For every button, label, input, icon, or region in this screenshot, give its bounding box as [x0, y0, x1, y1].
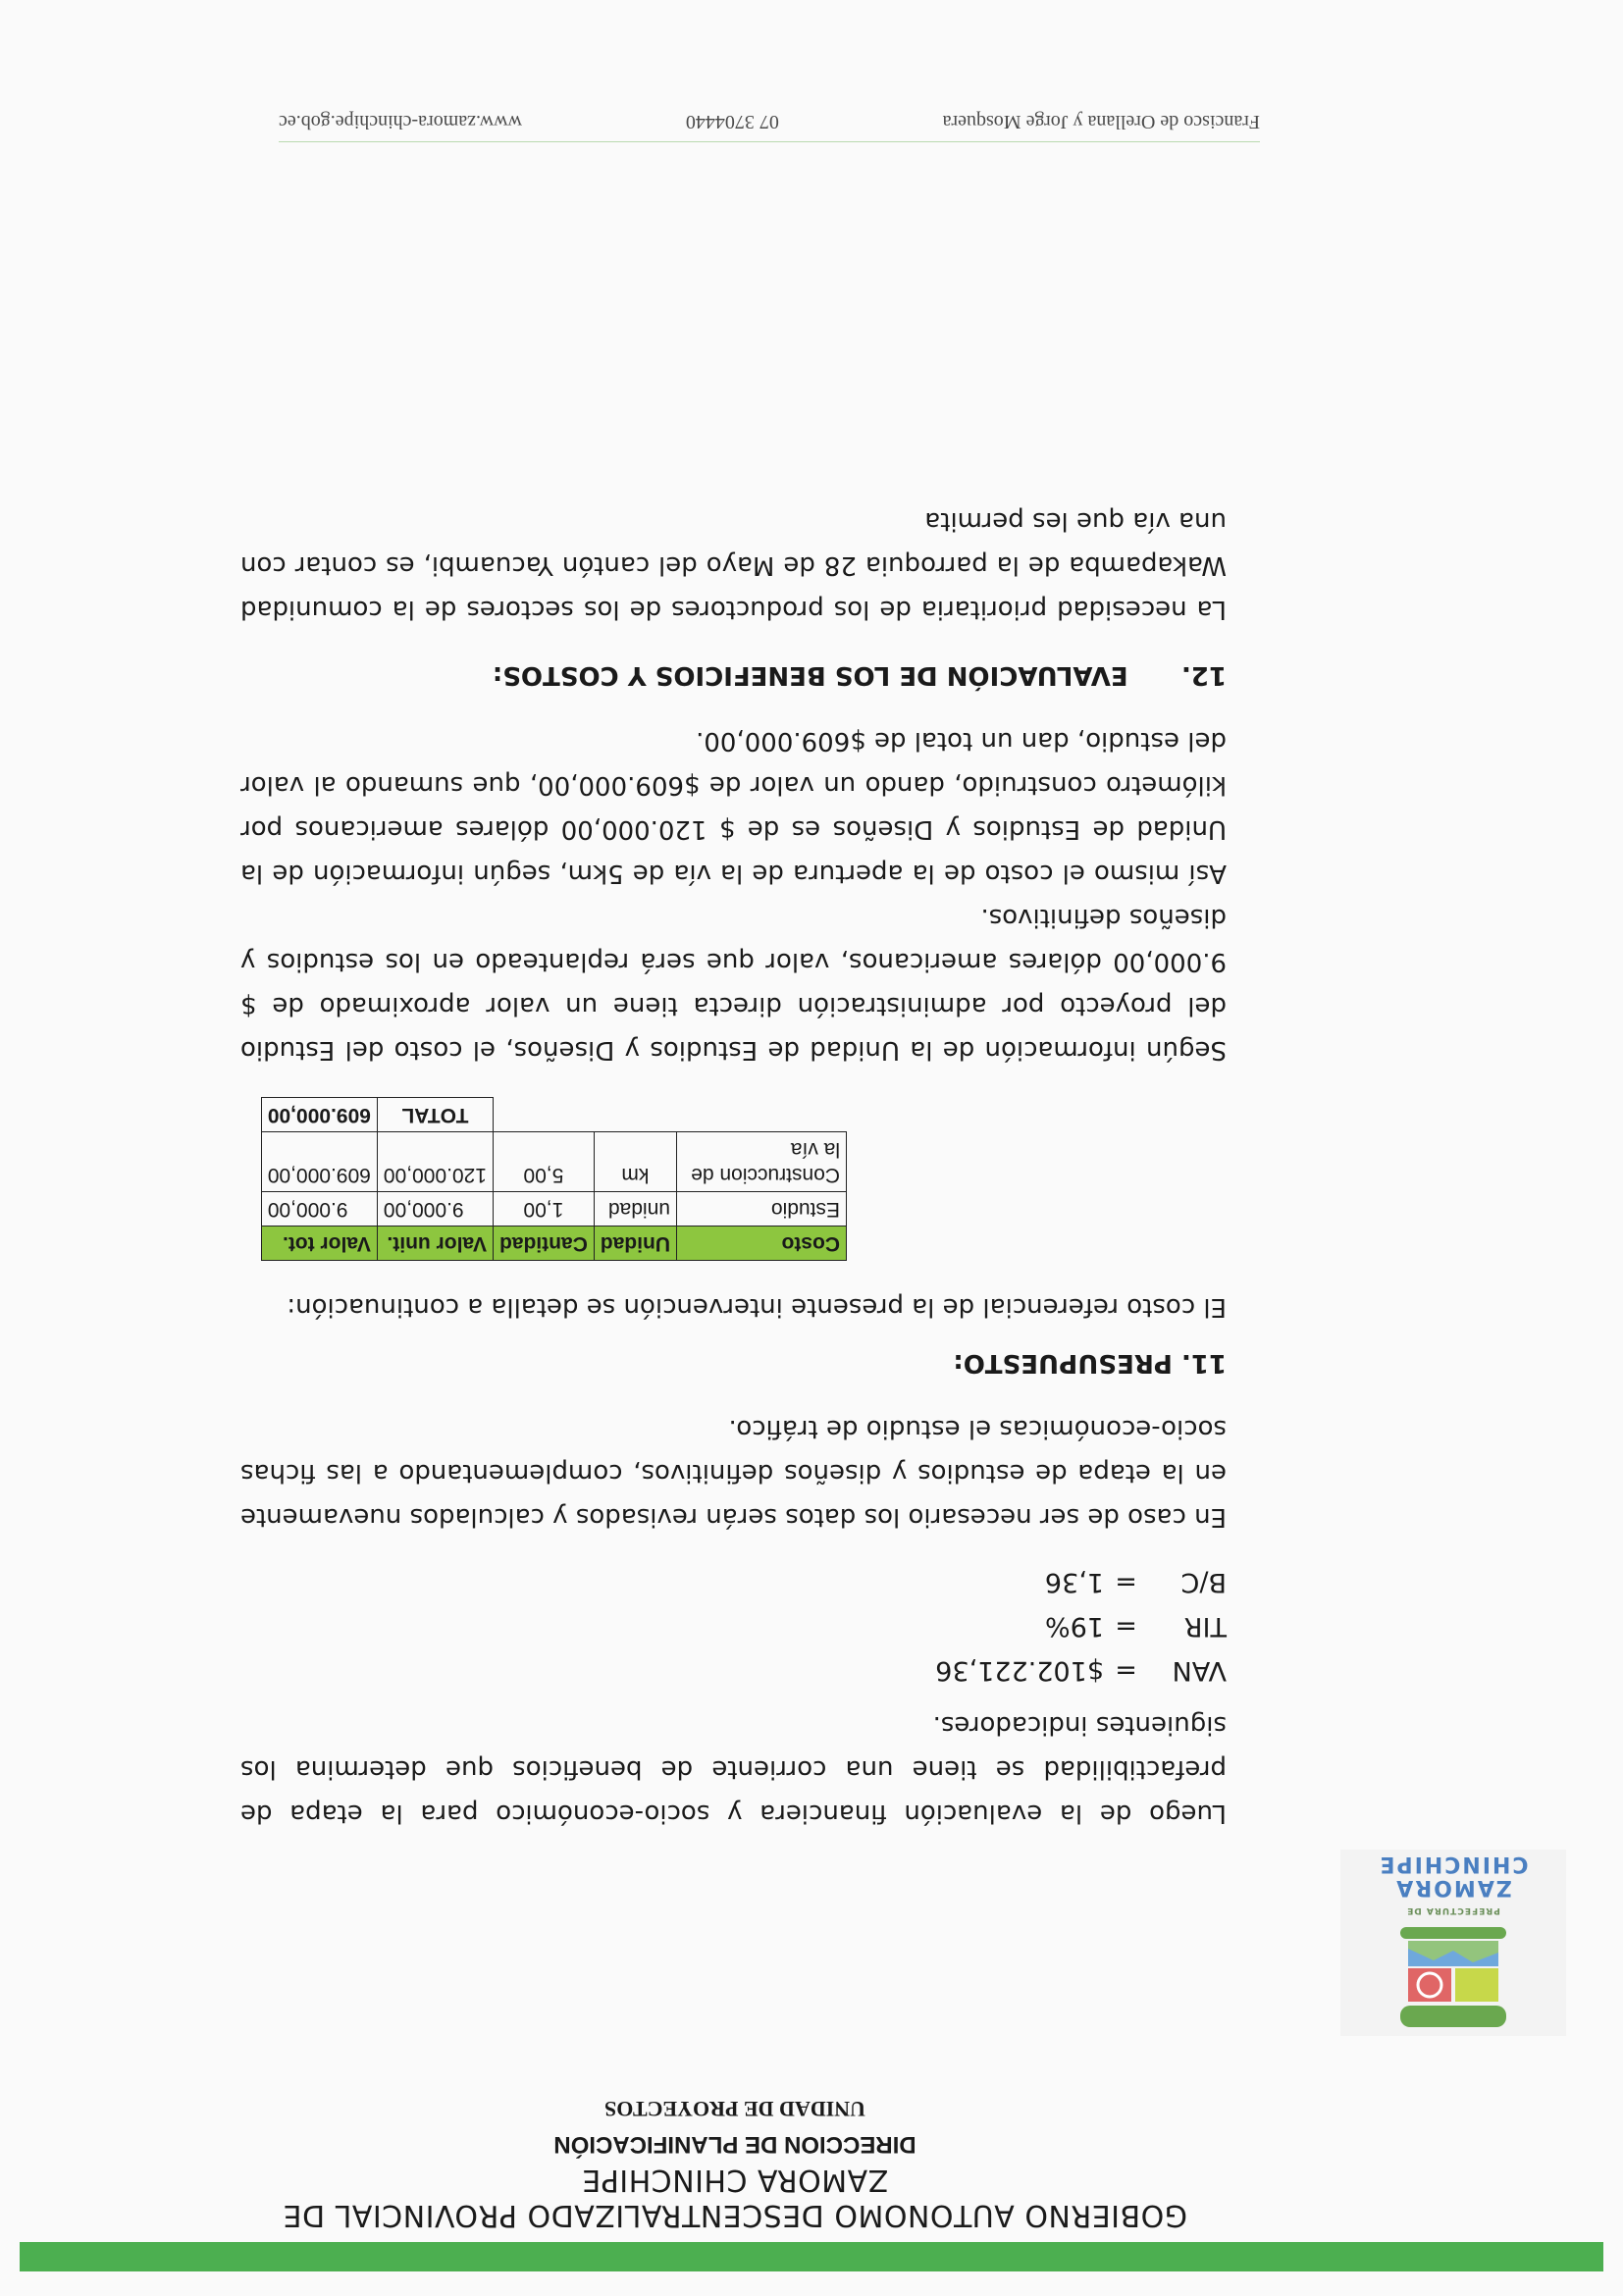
- indicator-value: $102.221,36: [935, 1655, 1104, 1686]
- logo-text-line1: ZAMORA: [1394, 1875, 1512, 1900]
- page-footer: [279, 110, 1260, 132]
- indicator-label: TIR: [1183, 1611, 1227, 1642]
- column-header: Valor tot.: [261, 1226, 377, 1261]
- column-header: Valor unit.: [377, 1226, 493, 1261]
- section-11-intro: El costo referencial de la presente intervención se detalla a continuación:: [287, 1292, 1227, 1322]
- indicator-label: VAN: [1172, 1655, 1227, 1686]
- table-cell: 9.000,00: [261, 1192, 377, 1226]
- footer-phone: 07 3704440: [685, 111, 779, 132]
- indicator-equals: =: [1115, 1567, 1137, 1597]
- indicator-bc: [240, 1560, 1227, 1604]
- footer-website: www.zamora-chinchipe.gob.ec: [279, 111, 523, 132]
- indicator-value: 1,36: [1044, 1567, 1104, 1597]
- footer-divider: [279, 141, 1260, 142]
- document-body: [240, 498, 1227, 1835]
- indicator-equals: =: [1115, 1611, 1137, 1642]
- footer-address: Francisco de Orellana y Jorge Mosquera: [942, 111, 1260, 132]
- table-cell: Construccion de la vía: [677, 1132, 847, 1192]
- org-department: DIRECCION DE PLANIFICACIÓN: [553, 2131, 916, 2158]
- logo-text-line2: CHINCHIPE: [1378, 1852, 1529, 1876]
- indicator-label: B/C: [1180, 1567, 1227, 1597]
- section-12-text: La necesidad prioritaria de los productores de los sectores de la comunidad Wakapamba de la parroquia 28 de Mayo del cantón Yacuambi, es contar con una vía que les permita: [240, 506, 1227, 624]
- org-name-line2: ZAMORA CHINCHIPE: [581, 2163, 889, 2197]
- logo-wordmark: PREFECTURA DE ZAMORA CHINCHIPE: [1340, 1852, 1566, 1920]
- table-cell: unidad: [594, 1192, 676, 1226]
- column-header: Cantidad: [493, 1226, 594, 1261]
- organization-header: [269, 2091, 1201, 2232]
- review-paragraph: En caso de ser necesario los datos serán revisados y calculados nuevamente en la etapa de estudios y diseños definitivos, complementando a las fichas socio-económicas el estudio de tráfico.: [240, 1414, 1227, 1532]
- prefecture-logo: [1340, 1850, 1566, 2036]
- table-cell: 609.000,00: [261, 1132, 377, 1192]
- table-total-row: [261, 1098, 846, 1132]
- table-cell: km: [594, 1132, 676, 1192]
- org-name-line1: GOBIERNO AUTONOMO DESCENTRALIZADO PROVINCIAL DE: [283, 2198, 1187, 2232]
- column-header: Costo: [677, 1226, 847, 1261]
- header-green-bar: [20, 2242, 1603, 2271]
- indicator-van: [240, 1648, 1227, 1693]
- cost-paragraph-1: Según información de la Unidad de Estudios y Diseños, el costo del Estudio del proyecto por administración directa tiene un valor aproximado de $ 9.000,00 dólares americanos, valor que será replanteado en los estudios y diseños definitivos.: [240, 903, 1227, 1065]
- total-label: TOTAL: [377, 1098, 493, 1132]
- column-header: Unidad: [594, 1226, 676, 1261]
- table-header-row: [261, 1226, 846, 1261]
- indicator-tir: [240, 1604, 1227, 1648]
- intro-paragraph: Luego de la evaluación financiera y socio-económico para la etapa de prefactibilidad se tiene una corriente de beneficios que determina los siguientes indicadores.: [240, 1710, 1227, 1828]
- table-cell: 5,00: [493, 1132, 594, 1192]
- budget-table: [261, 1097, 847, 1261]
- total-value: 609.000,00: [261, 1098, 377, 1132]
- section-12-heading: 12. EVALUACIÓN DE LOS BENEFICIOS Y COSTOS:: [492, 660, 1227, 690]
- table-row: [261, 1132, 846, 1192]
- org-unit: UNIDAD DE PROYECTOS: [603, 2097, 866, 2121]
- indicator-equals: =: [1115, 1655, 1137, 1686]
- table-cell: 1,00: [493, 1192, 594, 1226]
- section-11-heading: 11. PRESUPUESTO:: [953, 1348, 1227, 1378]
- table-cell: Estudio: [677, 1192, 847, 1226]
- table-row: [261, 1192, 846, 1226]
- table-cell: 120.000,00: [377, 1132, 493, 1192]
- indicator-value: 19%: [1044, 1611, 1104, 1642]
- coat-of-arms-icon: [1394, 1923, 1512, 2031]
- cost-paragraph-2: Así mismo el costo de la apertura de la vía de 5km, según información de la Unidad de Estudios y Diseños es de $ 120.000,00 dólares americanos por kilómetro construido, dando un valor de $609.000,00, que sumando al valor del estudio, dan un total de $609.000,00.: [240, 726, 1227, 888]
- table-cell: 9.000,00: [377, 1192, 493, 1226]
